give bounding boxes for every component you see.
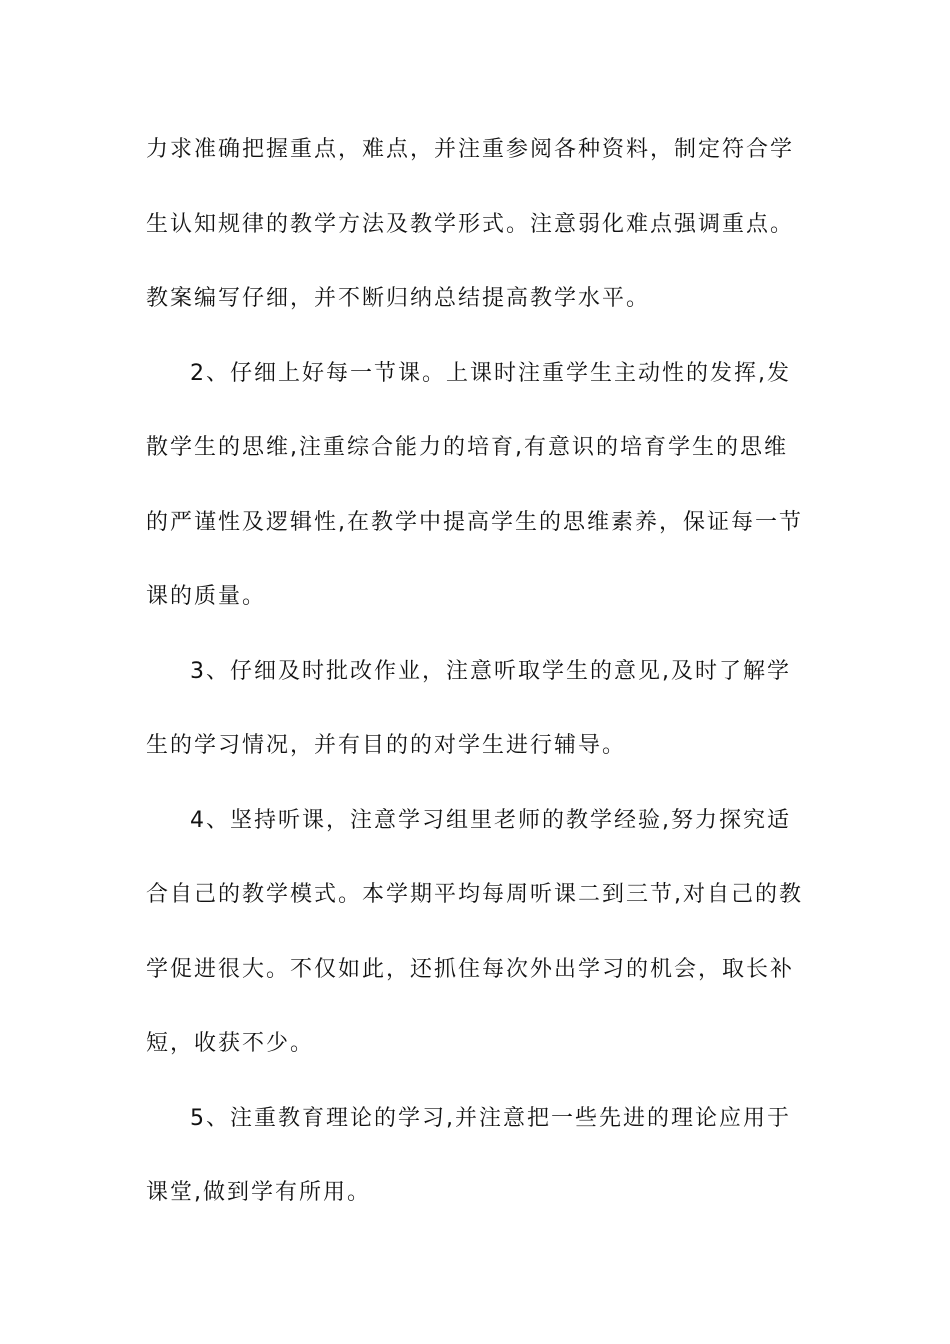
- text-line-13: 短，收获不少。: [146, 1031, 315, 1056]
- text-line-11: 合自己的教学模式。本学期平均每周听课二到三节,对自己的教: [146, 882, 803, 907]
- text-line-15: 课堂,做到学有所用。: [146, 1180, 371, 1205]
- text-line-7: 课的质量。: [146, 584, 267, 609]
- text-line-2: 生认知规律的教学方法及教学形式。注意弱化难点强调重点。: [146, 211, 795, 237]
- text-line-3: 教案编写仔细，并不断归纳总结提高教学水平。: [146, 286, 651, 311]
- text-line-4: 2、仔细上好每一节课。上课时注重学生主动性的发挥,发: [190, 360, 791, 386]
- text-line-14: 5、注重教育理论的学习,并注意把一些先进的理论应用于: [190, 1105, 791, 1131]
- text-line-10: 4、坚持听课，注意学习组里老师的教学经验,努力探究适: [190, 807, 791, 833]
- text-line-9: 生的学习情况，并有目的的对学生进行辅导。: [146, 733, 627, 758]
- document-body: [146, 125, 806, 1243]
- text-line-5: 散学生的思维,注重综合能力的培育,有意识的培育学生的思维: [146, 435, 788, 460]
- text-line-6: 的严谨性及逻辑性,在教学中提高学生的思维素养，保证每一节: [146, 509, 803, 535]
- text-line-1: 力求准确把握重点，难点，并注重参阅各种资料，制定符合学: [146, 137, 795, 162]
- text-line-8: 3、仔细及时批改作业，注意听取学生的意见,及时了解学: [190, 658, 791, 684]
- text-line-12: 学促进很大。不仅如此，还抓住每次外出学习的机会，取长补: [146, 956, 795, 982]
